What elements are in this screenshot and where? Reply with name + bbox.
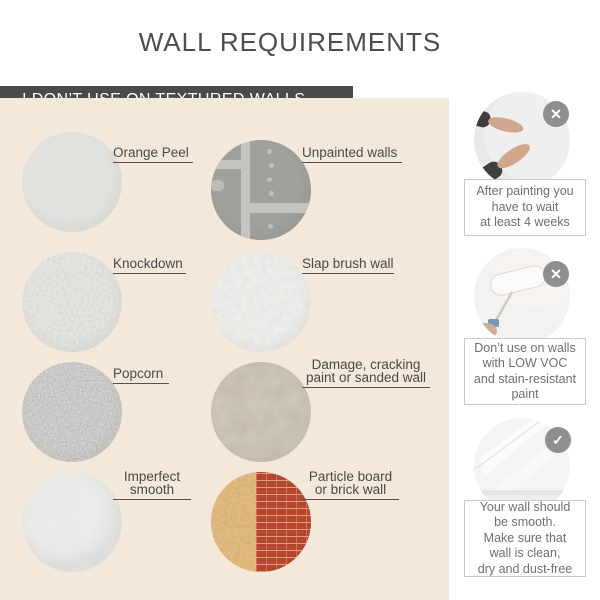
label-knockdown: Knockdown bbox=[113, 257, 186, 274]
label-particle-board-brick: Particle board or brick wall bbox=[302, 470, 399, 500]
page-title: WALL REQUIREMENTS bbox=[138, 27, 442, 57]
label-imperfect-smooth: Imperfect smooth bbox=[113, 470, 191, 500]
cross-badge bbox=[543, 101, 569, 127]
check-badge bbox=[545, 427, 571, 453]
texture-particle-board-brick bbox=[211, 472, 311, 572]
label-unpainted-walls: Unpainted walls bbox=[302, 146, 402, 163]
note-wall-smooth-clean: Your wall should be smooth. Make sure that wall is clean, dry and dust-free bbox=[464, 500, 586, 577]
particle-board-half bbox=[211, 472, 256, 572]
cross-icon: ✕ bbox=[550, 265, 562, 282]
cross-badge bbox=[543, 261, 569, 287]
cross-icon: ✕ bbox=[550, 105, 562, 122]
check-icon: ✓ bbox=[552, 431, 564, 448]
note-after-painting: After painting you have to wait at least 4 weeks bbox=[464, 179, 586, 236]
note-low-voc: Don’t use on walls with LOW VOC and stain-resistant paint bbox=[464, 338, 586, 405]
texture-knockdown bbox=[22, 252, 122, 352]
label-slap-brush-wall: Slap brush wall bbox=[302, 257, 394, 274]
texture-imperfect-smooth bbox=[22, 472, 122, 572]
texture-damage-cracking bbox=[211, 362, 311, 462]
texture-orange-peel bbox=[22, 132, 122, 232]
texture-slap-brush-wall bbox=[211, 252, 311, 352]
label-orange-peel: Orange Peel bbox=[113, 146, 193, 163]
label-damage-cracking: Damage, cracking paint or sanded wall bbox=[302, 358, 430, 388]
label-popcorn: Popcorn bbox=[113, 367, 169, 384]
texture-unpainted-walls bbox=[211, 140, 311, 240]
texture-popcorn bbox=[22, 362, 122, 462]
